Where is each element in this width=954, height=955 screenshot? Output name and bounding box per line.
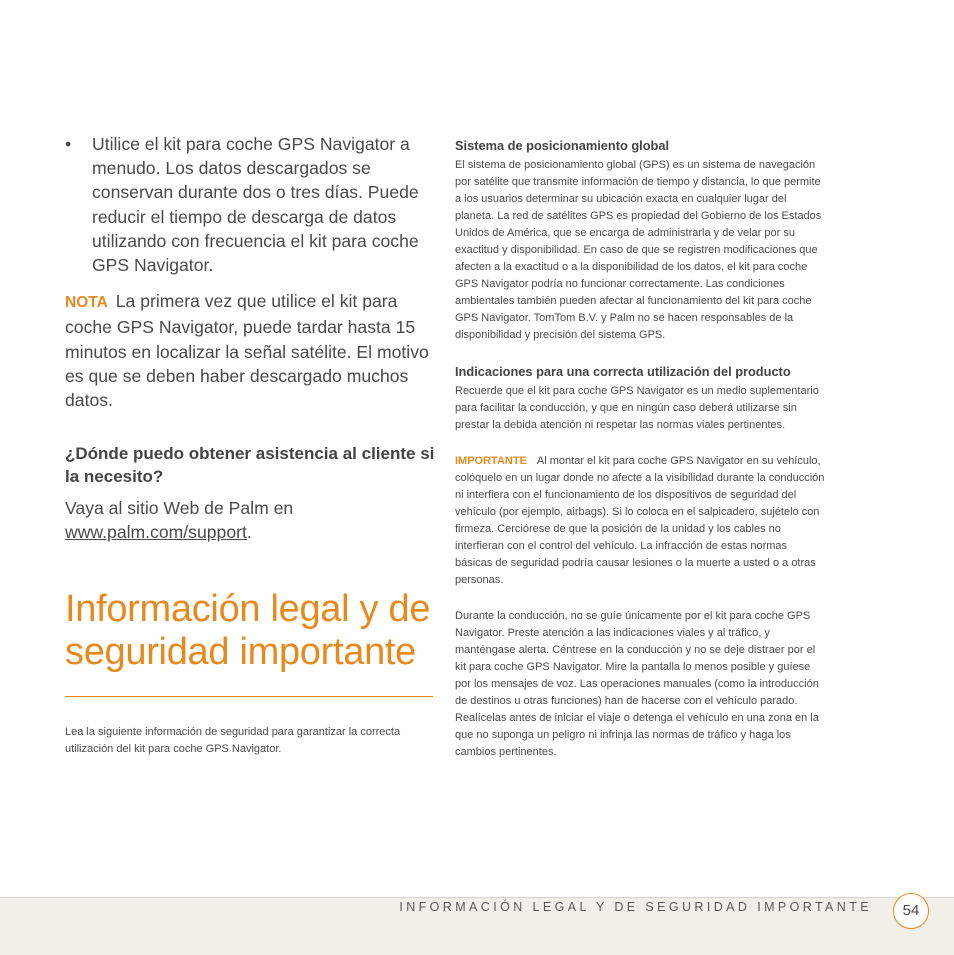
support-answer-period: . — [246, 522, 252, 543]
page-number: 54 — [893, 893, 929, 929]
important-text: Al montar el kit para coche GPS Navigator en su vehículo, colóquelo en un lugar donde no afecte a la visibilidad durante la conducción ni interfiera con el funcionamiento de los dispositivos de seguridad del vehículo (por ejemplo, airbags). Si lo coloca en el salpicadero, sujételo con firmeza. Cerciórese de que la posición de la unidad y los cables no interfieran con el control del vehículo. La infracción de estas normas básicas de seguridad podría causar lesiones o la muerte a usted o a otras personas. — [455, 455, 825, 586]
support-link[interactable]: www.palm.com/support — [65, 522, 247, 543]
bullet-item — [65, 132, 435, 277]
support-question-heading: ¿Dónde puedo obtener asistencia al cliente si la necesito? — [65, 444, 435, 487]
intro-text: Lea la siguiente información de seguridad para garantizar la correcta utilización del kit para coche GPS Navigator. — [65, 726, 401, 756]
driving-paragraph: Durante la conducción, no se guíe únicamente por el kit para coche GPS Navigator. Preste atención a las indicaciones viales y al tráfico, y manténgase alerta. Céntrese en la conducción y no se deje distraer por el kit para coche GPS Navigator. Mire la pantalla lo menos posible y guíese por los mensajes de voz. Las operaciones manuales (como la introducción de destinos u otras funciones) han de hacerse con el vehículo parado. Realícelas antes de iniciar el viaje o detenga el vehículo en una zona en la que no suponga un peligro ni infrinja las normas de tráfico y haga los cambios pertinentes. — [455, 610, 819, 758]
usage-heading: Indicaciones para una correcta utilización del producto — [455, 364, 791, 379]
important-label: IMPORTANTE — [455, 455, 527, 467]
bullet-text: Utilice el kit para coche GPS Navigator a menudo. Los datos descargados se conservan durante dos o tres días. Puede reducir el tiempo de descarga de datos utilizando con frecuencia el kit para coche GPS Navigator. — [92, 134, 419, 276]
support-answer-text: Vaya al sitio Web de Palm en — [65, 498, 294, 519]
note-block — [65, 289, 435, 412]
usage-paragraph: Recuerde que el kit para coche GPS Navigator es un medio suplementario para facilitar la conducción, y que en ningún caso deberá utilizarse sin prestar la debida atención ni respetar las normas viales pertinentes. — [455, 385, 819, 431]
section-title: Información legal y de seguridad importante — [65, 588, 431, 674]
note-text: La primera vez que utilice el kit para coche GPS Navigator, puede tardar hasta 15 minutos en localizar la señal satélite. El motivo es que se deben haber descargado muchos datos. — [65, 291, 429, 411]
gps-heading: Sistema de posicionamiento global — [455, 138, 670, 153]
bullet-dot: • — [65, 134, 72, 154]
left-column — [65, 132, 435, 758]
important-paragraph — [455, 453, 825, 589]
note-label: NOTA — [65, 294, 108, 312]
gps-paragraph: El sistema de posicionamiento global (GPS) es un sistema de navegación por satélite que transmite información de tiempo y distancia, lo que permite a los usuarios determinar su ubicación exacta en cualquier lugar del planeta. La red de satélites GPS es propiedad del Gobierno de los Estados Unidos de América, que se encarga de administrarla y de velar por su exactitud y disponibilidad. En caso de que se registren modificaciones que afecten a la exactitud o a la disponibilidad de los datos, el kit para coche GPS Navigator podría no funcionar correctamente. Las condiciones ambientales también pueden afectar al funcionamiento del kit para coche GPS Navigator. TomTom B.V. y Palm no se hacen responsables de la disponibilidad y precisión del sistema GPS. — [455, 159, 822, 341]
support-answer — [65, 496, 435, 544]
footer-chapter-title: INFORMACIÓN LEGAL Y DE SEGURIDAD IMPORTANTE — [399, 900, 872, 914]
title-divider — [65, 696, 433, 697]
right-column — [455, 137, 825, 761]
